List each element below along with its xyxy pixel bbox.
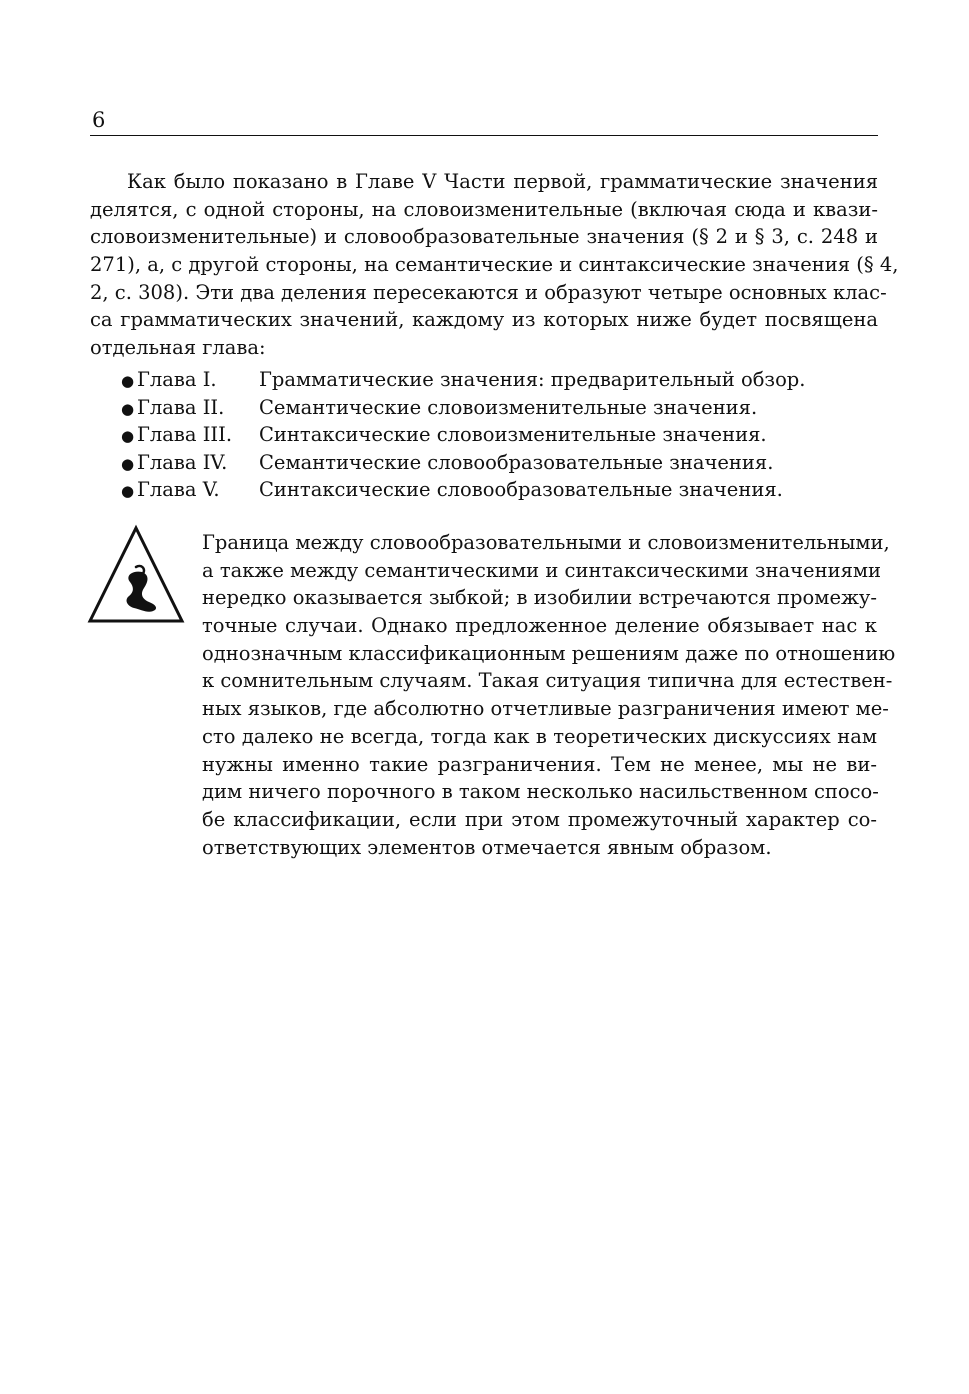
intro-line: са грамматических значений, каждому из которых ниже будет посвящена [90,308,878,332]
note-line: нужны именно такие разграничения. Тем не менее, мы не ви- [202,752,877,776]
bullet-icon: ● [121,482,135,501]
chapter-label: Глава III. [137,423,233,447]
bullet-icon: ● [121,372,135,390]
bullet-icon: ● [121,399,135,418]
chapter-title: Синтаксические словоизменительные значения. [259,423,767,447]
page-number: 6 [92,108,106,132]
intro-line: словоизменительные) и словообразовательные значения (§ 2 и § 3, с. 248 и [90,225,878,249]
chapter-item [121,421,806,449]
note-line: к сомнительным случаям. Такая ситуация типична для естествен- [202,669,893,693]
chapter-title: Семантические словообразовательные значения. [259,450,774,474]
chapter-item [121,476,806,504]
chapter-label: Глава II. [137,395,225,419]
header-rule [90,135,878,136]
chapter-title: Синтаксические словообразовательные значения. [259,478,783,502]
bullet-icon: ● [121,427,135,446]
intro-paragraph [90,168,899,362]
note-line: Граница между словообразовательными и словоизменительными, [202,531,890,554]
note-line: а также между семантическими и синтаксическими значениями [202,558,882,582]
chapter-title: Грамматические значения: предварительный обзор. [259,368,806,391]
intro-line: отдельная глава: [90,336,266,360]
note-line: ответствующих элементов отмечается явным образом. [202,835,772,859]
note-line: нередко оказывается зыбкой; в изобилии встречаются промежу- [202,586,877,610]
note-line: точные случаи. Однако предложенное деление обязывает нас к [202,614,877,638]
chapter-title: Семантические словоизменительные значения. [259,395,758,419]
bullet-icon: ● [121,454,135,473]
dangerous-bend-paragraph [202,529,896,861]
intro-line: 271), а, с другой стороны, на семантические и синтаксические значения (§ 4, [90,253,899,277]
chapter-label: Глава IV. [137,450,228,474]
chapter-label: Глава I. [137,368,217,391]
chapter-item [121,449,806,477]
note-line: ных языков, где абсолютно отчетливые разграничения имеют ме- [202,697,889,721]
note-line: сто далеко не всегда, тогда как в теоретических дискуссиях нам [202,724,877,748]
intro-line: делятся, с одной стороны, на словоизменительные (включая сюда и квази- [90,197,878,221]
note-line: дим ничего порочного в таком несколько насильственном спосо- [202,780,879,804]
intro-line: Как было показано в Главе V Части первой, грамматические значения [127,170,878,193]
note-line: однозначным классификационным решениям даже по отношению [202,641,896,665]
chapter-item [121,394,806,422]
note-line: бе классификации, если при этом промежуточный характер со- [202,807,877,831]
chapter-label: Глава V. [137,478,220,502]
intro-line: 2, с. 308). Эти два деления пересекаются и образуют четыре основных клас- [90,280,887,304]
chapter-list [121,366,806,504]
chapter-item [121,366,806,394]
dangerous-bend-icon [86,524,186,624]
